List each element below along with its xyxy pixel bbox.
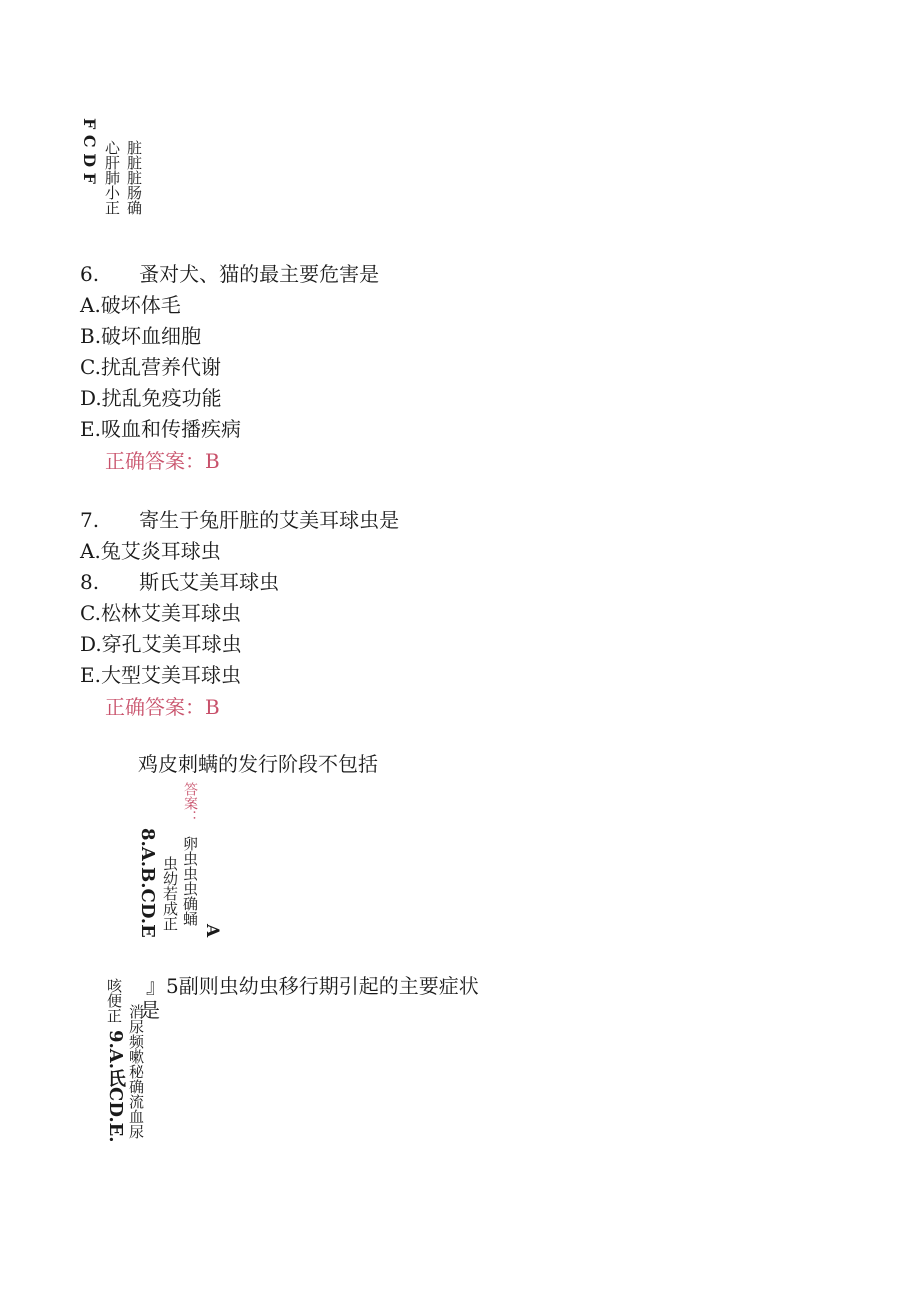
q7-answer: 正确答案：B xyxy=(105,695,220,719)
q6-option-e: E.吸血和传播疾病 xyxy=(80,417,241,441)
q8-stem: 鸡皮刺螨的发行阶段不包括 xyxy=(138,752,378,776)
q6-answer: 正确答案：B xyxy=(105,449,220,473)
q6-stem: 6. 蚤对犬、猫的最主要危害是 xyxy=(80,262,380,286)
q6-option-b: B.破坏血细胞 xyxy=(80,324,202,348)
q5-fragment-options-a: 心肝肺小正 xyxy=(103,140,121,215)
q9-option-letters: 9.A.氏CD.E. xyxy=(105,1030,126,1143)
q7-option-d: D.穿孔艾美耳球虫 xyxy=(80,632,242,656)
q9-options-a: 咳便正 xyxy=(105,978,123,1023)
q7-option-e: E.大型艾美耳球虫 xyxy=(80,663,241,687)
q7-option-a: A.兔艾炎耳球虫 xyxy=(80,539,221,563)
q7-option-c: C.松林艾美耳球虫 xyxy=(80,601,241,625)
q9-stem-tail: 是 xyxy=(140,998,160,1022)
q6-option-a: A.破坏体毛 xyxy=(80,293,181,317)
q8-answer-value: A xyxy=(202,924,222,938)
q5-fragment-options-b: 脏脏脏肠确 xyxy=(125,140,143,215)
q8-option-letters: 8.A.B.CD.E xyxy=(137,828,158,938)
q7-option-b: 8. 斯氏艾美耳球虫 xyxy=(80,570,280,594)
q5-fragment-letters: F C D F xyxy=(80,118,99,185)
q6-option-d: D.扰乱免疫功能 xyxy=(80,386,222,410)
q8-options-a: 虫幼若成正 xyxy=(161,856,179,931)
q9-stem: 』5副则虫幼虫移行期引起的主要症状 xyxy=(146,974,479,998)
q9-options-b: 消尿频嗽秘确流血尿 xyxy=(127,1004,145,1139)
q7-stem: 7. 寄生于兔肝脏的艾美耳球虫是 xyxy=(80,508,400,532)
q8-options-b: 卵虫虫虫确蛹 xyxy=(181,836,199,926)
q6-option-c: C.扰乱营养代谢 xyxy=(80,355,221,379)
q8-answer-label: 答案： xyxy=(182,782,198,824)
